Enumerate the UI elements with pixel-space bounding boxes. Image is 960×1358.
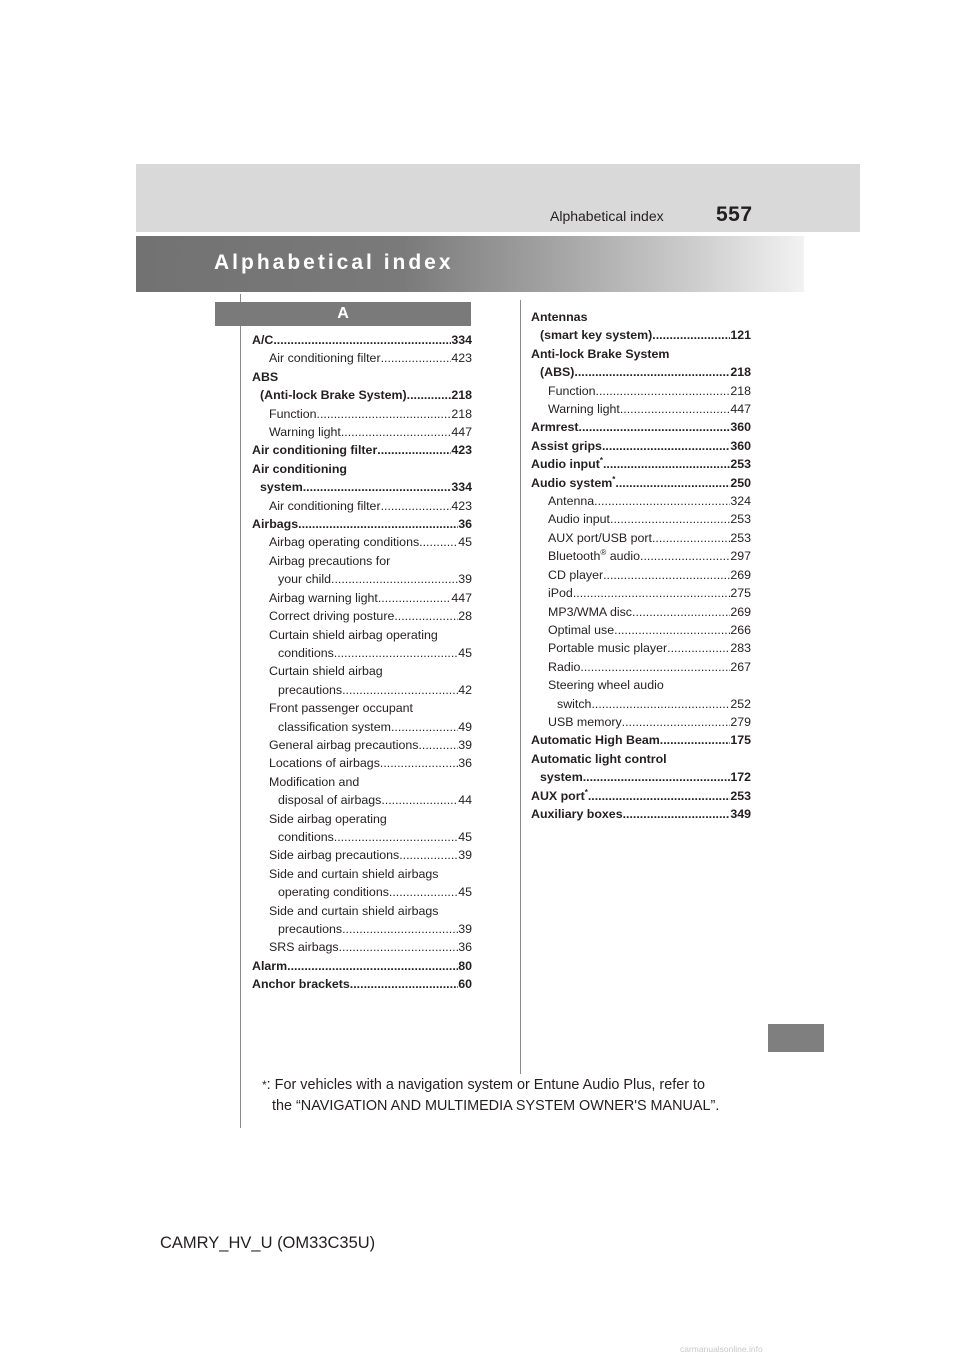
leader-dots: [399, 846, 458, 864]
index-entry-text: (smart key system): [540, 328, 653, 343]
index-entry: [252, 773, 472, 791]
index-page-ref: 175: [730, 733, 751, 748]
index-entry-text: Optimal use: [548, 622, 615, 637]
index-entry-text: Function: [548, 383, 596, 398]
index-entry-text: Air conditioning: [252, 461, 347, 476]
index-entry: [531, 382, 751, 400]
index-entry: [252, 938, 472, 956]
index-entry-text: Airbags: [252, 517, 299, 532]
index-page-ref: 28: [458, 609, 472, 624]
footnote-line-1: [262, 1075, 762, 1096]
leader-dots: [574, 363, 730, 381]
leader-dots: [334, 828, 458, 846]
leader-dots: [378, 589, 451, 607]
index-entry-text: Curtain shield airbag operating: [269, 627, 438, 642]
leader-dots: [342, 920, 458, 938]
index-entry-text: conditions: [278, 829, 334, 844]
index-entry-text: Steering wheel audio: [548, 678, 664, 693]
index-entry-text: Automatic High Beam: [531, 733, 660, 748]
index-page-ref: 349: [730, 806, 751, 821]
index-page-ref: 447: [451, 425, 472, 440]
index-entry: [531, 805, 751, 823]
index-entry-text: Air conditioning filter: [269, 351, 381, 366]
index-entry-text: (ABS): [540, 365, 575, 380]
page-title: Alphabetical index: [214, 251, 454, 274]
index-entry: [531, 731, 751, 749]
index-entry: [252, 460, 472, 478]
index-entry: [252, 552, 472, 570]
index-entry: [531, 695, 751, 713]
index-entry: [252, 754, 472, 772]
index-entry-text: Antenna: [548, 494, 595, 509]
index-entry-text: Air conditioning filter: [252, 443, 378, 458]
leader-dots: [603, 455, 730, 473]
index-entry: [531, 474, 751, 492]
leader-dots: [580, 658, 730, 676]
leader-dots: [407, 386, 452, 404]
index-entry-text: operating conditions: [278, 885, 389, 900]
index-entry-text: Curtain shield airbag: [269, 664, 383, 679]
index-letter-heading: A: [215, 302, 471, 326]
footnote-reference-mark: *: [599, 456, 603, 466]
leader-dots: [660, 731, 731, 749]
index-entry: [531, 510, 751, 528]
document-id: CAMRY_HV_U (OM33C35U): [160, 1234, 376, 1252]
index-page-ref: 39: [458, 922, 472, 936]
index-page-ref: 45: [458, 645, 472, 660]
leader-dots: [418, 736, 458, 754]
index-entry: [252, 810, 472, 828]
index-entry: [531, 603, 751, 621]
index-entry: [252, 368, 472, 386]
leader-dots: [583, 768, 731, 786]
index-entry-text: Airbag precautions for: [269, 553, 391, 568]
leader-dots: [667, 639, 730, 657]
leader-dots: [273, 331, 451, 349]
leader-dots: [594, 492, 730, 510]
index-entry: [531, 492, 751, 510]
index-entry: [531, 529, 751, 547]
running-header-section: Alphabetical index: [550, 208, 664, 224]
index-entry: [531, 658, 751, 676]
index-page-ref: 42: [458, 682, 472, 697]
index-page-ref: 360: [730, 420, 751, 435]
index-entry-text: AUX port/USB port: [548, 530, 652, 545]
index-entry-text: Armrest: [531, 420, 579, 435]
index-page-ref: 297: [730, 549, 751, 564]
index-page-ref: 36: [458, 756, 472, 771]
index-entry: [252, 736, 472, 754]
index-entry-text: Air conditioning filter: [269, 498, 381, 513]
index-entry-text: AUX port: [531, 788, 585, 803]
index-entry: [531, 768, 751, 786]
leader-dots: [381, 349, 452, 367]
footnote-mark: *: [262, 1078, 267, 1092]
index-page-ref: 36: [458, 940, 472, 955]
index-page-ref: 60: [458, 977, 472, 992]
footnote-text-1: : For vehicles with a navigation system or Entune Audio Plus, refer to: [266, 1077, 706, 1093]
index-entry: [252, 699, 472, 717]
footnote-reference-mark: *: [584, 787, 588, 797]
leader-dots: [602, 437, 730, 455]
index-entry-text: General airbag precautions: [269, 737, 419, 752]
index-entry-text: Locations of airbags: [269, 756, 380, 771]
index-entry-text: your child: [278, 572, 332, 587]
index-entry-text: conditions: [278, 645, 334, 660]
leader-dots: [579, 418, 731, 436]
index-entry-text: Function: [269, 406, 317, 421]
footnote: [262, 1075, 762, 1117]
index-entry: [252, 626, 472, 644]
index-entry: [252, 478, 472, 496]
index-page-ref: 275: [730, 586, 751, 601]
index-entry-text: Airbag operating conditions: [269, 535, 420, 550]
index-page-ref: 252: [730, 696, 751, 711]
footnote-reference-mark: ®: [600, 548, 607, 558]
index-entry-text: SRS airbags: [269, 940, 339, 955]
index-entry-text: classification system: [278, 719, 391, 734]
index-entry-text: system: [540, 770, 583, 785]
index-page-ref: 36: [458, 517, 472, 532]
index-entry-text: precautions: [278, 922, 343, 936]
index-entry-text: USB memory: [548, 714, 622, 729]
index-entry: [252, 883, 472, 901]
leader-dots: [632, 603, 730, 621]
index-page-ref: 253: [730, 530, 751, 545]
index-entry-text: A/C: [252, 333, 274, 347]
index-page-ref: 45: [458, 535, 472, 550]
index-entry: [252, 331, 472, 349]
index-column-right: [531, 308, 751, 823]
index-entry: [531, 584, 751, 602]
index-page-ref: 253: [730, 512, 751, 527]
leader-dots: [610, 510, 730, 528]
index-entry: [252, 828, 472, 846]
index-entry-text: Automatic light control: [531, 751, 667, 766]
leader-dots: [419, 533, 458, 551]
leader-dots: [342, 681, 458, 699]
index-page-ref: 423: [451, 443, 472, 458]
leader-dots: [341, 423, 451, 441]
watermark: carmanualsonline.info: [680, 1344, 763, 1354]
leader-dots: [622, 713, 731, 731]
index-entry: [531, 400, 751, 418]
leader-dots: [317, 405, 452, 423]
index-page-ref: 121: [730, 328, 751, 343]
index-entry: [252, 662, 472, 680]
index-entry-text: system: [260, 480, 303, 495]
leader-dots: [652, 326, 730, 344]
index-page-ref: 49: [458, 719, 472, 734]
index-entry-text: Anchor brackets: [252, 977, 350, 992]
index-entry-text: Warning light: [269, 425, 341, 440]
leader-dots: [303, 478, 452, 496]
index-entry-text: Anti-lock Brake System: [531, 346, 670, 361]
index-entry: [252, 386, 472, 404]
index-page-ref: 269: [730, 567, 751, 582]
index-page-ref: 334: [451, 333, 472, 347]
leader-dots: [391, 718, 458, 736]
index-page-ref: 250: [730, 475, 751, 490]
index-page-ref: 39: [458, 737, 472, 752]
index-entry: [252, 441, 472, 459]
index-page-ref: 39: [458, 848, 472, 863]
index-page-ref: 334: [451, 480, 472, 495]
index-page-ref: 44: [458, 793, 472, 808]
section-thumb-tab: [768, 1024, 824, 1052]
index-entry: [531, 547, 751, 565]
leader-dots: [331, 570, 458, 588]
index-entry: [531, 437, 751, 455]
index-entry-text: Assist grips: [531, 438, 602, 453]
index-entry-text: MP3/WMA disc: [548, 604, 632, 619]
index-entry: [531, 566, 751, 584]
index-page-ref: 218: [451, 388, 472, 403]
index-entry-text: Portable music player: [548, 641, 668, 656]
index-entry-text: precautions: [278, 682, 343, 697]
index-page-ref: 218: [730, 365, 751, 380]
index-entry-text: Bluetooth: [548, 549, 601, 564]
index-entry-text: Antennas: [531, 310, 588, 324]
index-entry-text: Audio system: [531, 475, 613, 490]
index-entry: [252, 975, 472, 993]
left-column-rule: [240, 294, 241, 1128]
index-page-ref: 423: [451, 498, 472, 513]
page-number: 557: [716, 203, 753, 226]
leader-dots: [298, 515, 458, 533]
index-entry: [531, 363, 751, 381]
leader-dots: [394, 607, 458, 625]
index-entry-text: (Anti-lock Brake System): [260, 388, 407, 403]
leader-dots: [377, 441, 451, 459]
index-page-ref: 267: [730, 659, 751, 674]
index-entry: [531, 418, 751, 436]
index-entry: [531, 455, 751, 473]
index-entry-text-suffix: audio: [606, 549, 641, 564]
index-page-ref: 172: [730, 770, 751, 785]
index-entry: [531, 345, 751, 363]
leader-dots: [350, 975, 458, 993]
index-entry-text: Alarm: [252, 958, 288, 973]
index-entry-text: Side and curtain shield airbags: [269, 866, 439, 881]
index-entry: [531, 308, 751, 326]
index-entry-text: Front passenger occupant: [269, 701, 413, 716]
index-entry: [252, 846, 472, 864]
index-page-ref: 283: [730, 641, 751, 656]
index-page-ref: 45: [458, 829, 472, 844]
index-page-ref: 266: [730, 622, 751, 637]
leader-dots: [573, 584, 731, 602]
index-entry-text: ABS: [252, 369, 279, 384]
index-entry-text: Side airbag precautions: [269, 848, 400, 863]
footnote-reference-mark: *: [612, 474, 616, 484]
index-entry-text: disposal of airbags: [278, 793, 382, 808]
index-entry: [252, 644, 472, 662]
index-entry: [252, 405, 472, 423]
index-entry: [531, 750, 751, 768]
index-entry-text: Side and curtain shield airbags: [269, 903, 439, 918]
leader-dots: [588, 787, 730, 805]
index-page-ref: 45: [458, 885, 472, 900]
index-page-ref: 447: [451, 590, 472, 605]
index-page-ref: 423: [451, 351, 472, 366]
leader-dots: [652, 529, 730, 547]
index-entry-text: Airbag warning light: [269, 590, 378, 605]
leader-dots: [380, 754, 458, 772]
index-entry: [252, 865, 472, 883]
footnote-line-2: the “NAVIGATION AND MULTIMEDIA SYSTEM OWNER'S MANUAL”.: [272, 1098, 720, 1114]
index-entry-text: Radio: [548, 659, 581, 674]
index-entry-text: Modification and: [269, 774, 360, 789]
index-page-ref: 269: [730, 604, 751, 619]
column-divider: [520, 300, 521, 1074]
index-entry-text: switch: [557, 696, 592, 711]
index-entry-text: CD player: [548, 567, 604, 582]
index-entry: [531, 639, 751, 657]
index-entry-text: Audio input: [548, 512, 611, 527]
index-page-ref: 218: [451, 406, 472, 421]
index-entry: [252, 533, 472, 551]
index-entry: [252, 589, 472, 607]
leader-dots: [287, 957, 458, 975]
index-entry: [531, 676, 751, 694]
index-entry: [531, 621, 751, 639]
index-entry-text: Warning light: [548, 402, 620, 417]
index-page-ref: 39: [458, 572, 472, 587]
leader-dots: [623, 805, 731, 823]
index-entry-text: Audio input: [531, 457, 600, 472]
index-entry-text: Correct driving posture: [269, 609, 395, 624]
index-entry-text: Auxiliary boxes: [531, 806, 623, 821]
index-page-ref: 218: [730, 383, 751, 398]
leader-dots: [381, 791, 458, 809]
index-entry: [531, 326, 751, 344]
leader-dots: [339, 938, 459, 956]
index-entry-text: iPod: [548, 586, 573, 601]
index-entry: [252, 902, 472, 920]
index-entry: [252, 515, 472, 533]
index-column-left: [252, 331, 472, 994]
index-entry: [252, 570, 472, 588]
index-entry: [252, 791, 472, 809]
index-entry: [252, 681, 472, 699]
leader-dots: [596, 382, 731, 400]
leader-dots: [389, 883, 458, 901]
leader-dots: [603, 566, 730, 584]
index-entry: [252, 423, 472, 441]
leader-dots: [381, 497, 452, 515]
leader-dots: [334, 644, 458, 662]
index-page-ref: 279: [730, 714, 751, 729]
index-page-ref: 253: [730, 788, 751, 803]
index-entry: [531, 713, 751, 731]
index-entry: [531, 787, 751, 805]
leader-dots: [640, 547, 730, 565]
index-entry: [252, 920, 472, 938]
index-entry: [252, 497, 472, 515]
index-entry: [252, 957, 472, 975]
leader-dots: [614, 621, 730, 639]
leader-dots: [620, 400, 730, 418]
index-page-ref: 324: [730, 494, 751, 509]
index-entry: [252, 718, 472, 736]
index-page-ref: 253: [730, 457, 751, 472]
leader-dots: [615, 474, 730, 492]
index-page-ref: 360: [730, 438, 751, 453]
index-entry-text: Side airbag operating: [269, 811, 387, 826]
index-page-ref: 447: [730, 402, 751, 417]
leader-dots: [591, 695, 730, 713]
index-entry: [252, 607, 472, 625]
index-entry: [252, 349, 472, 367]
index-page-ref: 80: [458, 958, 472, 973]
